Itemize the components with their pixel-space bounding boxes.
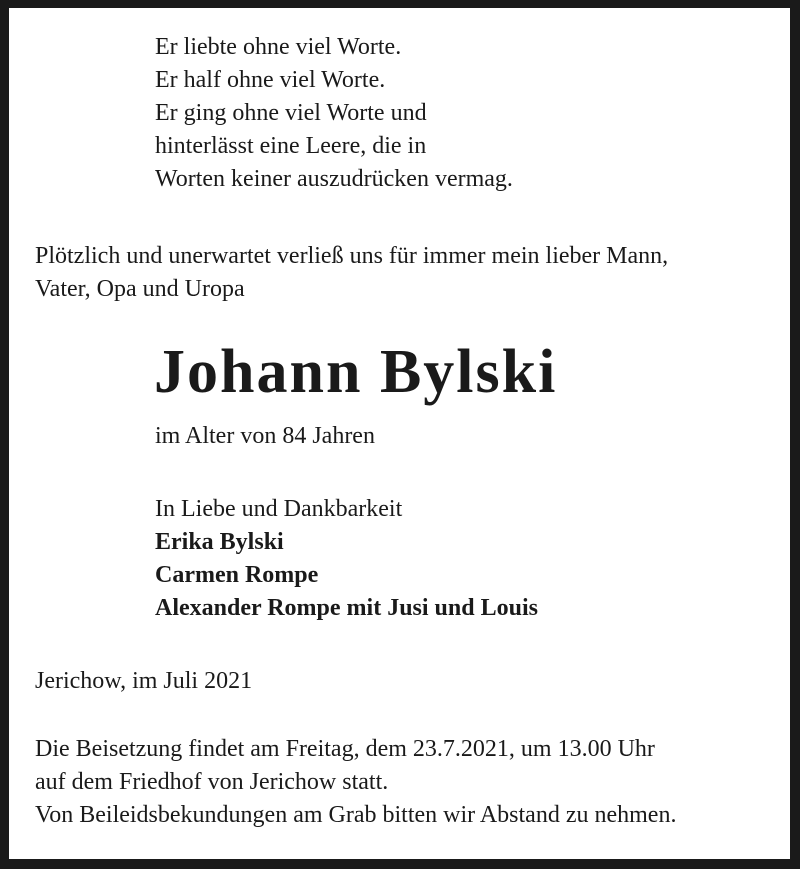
funeral-info-line: auf dem Friedhof von Jerichow statt. — [35, 769, 389, 795]
mourner-name: Alexander Rompe mit Jusi und Louis — [155, 595, 538, 621]
verse-line: Er liebte ohne viel Worte. — [155, 34, 402, 60]
funeral-info-line: Die Beisetzung findet am Freitag, dem 23.7.2021, um 13.00 Uhr — [35, 736, 655, 762]
announcement-line: Plötzlich und unerwartet verließ uns für immer mein lieber Mann, — [35, 243, 669, 269]
verse-line: Worten keiner auszudrücken vermag. — [155, 166, 513, 192]
verse-line: Er half ohne viel Worte. — [155, 67, 386, 93]
mourner-name: Erika Bylski — [155, 529, 284, 555]
deceased-name: Johann Bylski — [154, 338, 558, 406]
place-date: Jerichow, im Juli 2021 — [35, 668, 253, 694]
announcement-line: Vater, Opa und Uropa — [35, 276, 245, 302]
age-text: im Alter von 84 Jahren — [155, 423, 375, 449]
verse-line: hinterlässt eine Leere, die in — [155, 133, 427, 159]
funeral-info-line: Von Beileidsbekundungen am Grab bitten wir Abstand zu nehmen. — [35, 802, 677, 828]
mourners-intro: In Liebe und Dankbarkeit — [155, 496, 403, 522]
verse-line: Er ging ohne viel Worte und — [155, 100, 427, 126]
mourner-name: Carmen Rompe — [155, 562, 319, 588]
